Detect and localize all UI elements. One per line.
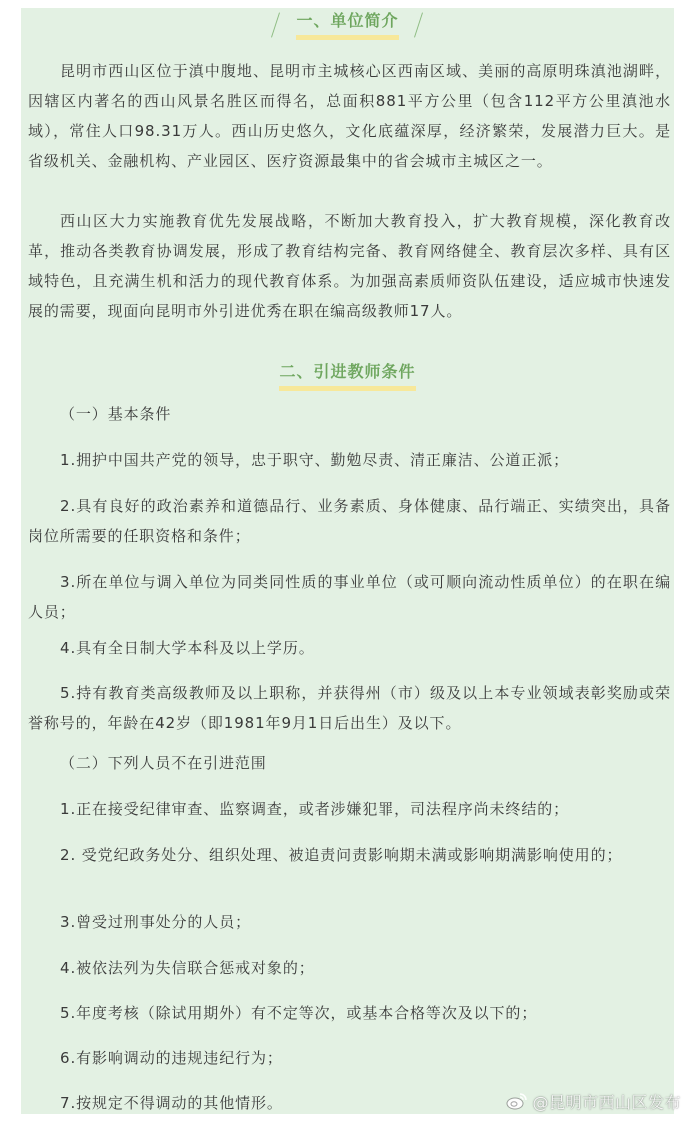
decorative-slash-icon xyxy=(275,12,277,36)
basic-condition-item: 5.持有教育类高级教师及以上职称，并获得州（市）级及以上本专业领域表彰奖励或荣誉称号的，年龄在42岁（即1981年9月1日后出生）及以下。 xyxy=(28,684,671,732)
intro-paragraph-2: 西山区大力实施教育优先发展战略，不断加大教育投入，扩大教育规模，深化教育改革，推动各类教育协调发展，形成了教育结构完备、教育网络健全、教育层次多样、具有区域特色，且充满生机和活力的现代教育体系。为加强高素质师资队伍建设，适应城市快速发展的需要，现面向昆明市外引进优秀在职在编高级教师17人。 xyxy=(28,212,671,320)
excluded-item: 4.被依法列为失信联合惩戒对象的； xyxy=(60,959,315,977)
excluded-item: 1.正在接受纪律审查、监察调查，或者涉嫌犯罪，司法程序尚未终结的； xyxy=(60,800,570,818)
excluded-item: 3.曾受过刑事处分的人员； xyxy=(60,913,252,931)
heading-underline xyxy=(279,386,415,391)
weibo-watermark xyxy=(506,1089,681,1113)
excluded-item: 7.按规定不得调动的其他情形。 xyxy=(60,1094,283,1112)
article-panel xyxy=(21,8,674,1114)
section-heading-unit-intro xyxy=(21,10,674,46)
heading-underline xyxy=(296,35,398,40)
section-title: 二、引进教师条件 xyxy=(279,362,416,381)
subheading-excluded: （二）下列人员不在引进范围 xyxy=(60,754,267,772)
basic-condition-item: 4.具有全日制大学本科及以上学历。 xyxy=(60,639,315,657)
excluded-item: 2. 受党纪政务处分、组织处理、被追责问责影响期未满或影响期满影响使用的； xyxy=(60,846,623,864)
heading-wrapper xyxy=(275,361,419,391)
basic-condition-item: 3.所在单位与调入单位为同类同性质的事业单位（或可顺向流动性质单位）的在职在编人员； xyxy=(28,573,671,621)
weibo-icon xyxy=(506,1092,528,1110)
heading-wrapper xyxy=(292,10,402,40)
section-heading-conditions xyxy=(21,361,674,397)
basic-condition-item: 1.拥护中国共产党的领导，忠于职守、勤勉尽责、清正廉洁、公道正派； xyxy=(60,451,570,469)
subheading-basic-conditions: （一）基本条件 xyxy=(60,405,172,423)
intro-paragraph-1: 昆明市西山区位于滇中腹地、昆明市主城核心区西南区域、美丽的高原明珠滇池湖畔，因辖区内著名的西山风景名胜区而得名，总面积881平方公里（包含112平方公里滇池水域），常住人口98.31万人。西山历史悠久，文化底蕴深厚，经济繁荣，发展潜力巨大。是省级机关、金融机构、产业园区、医疗资源最集中的省会城市主城区之一。 xyxy=(28,62,671,170)
watermark-text: @昆明市西山区发布 xyxy=(532,1092,681,1112)
excluded-item: 6.有影响调动的违规违纪行为； xyxy=(60,1049,283,1067)
basic-condition-item: 2.具有良好的政治素养和道德品行、业务素质、身体健康、品行端正、实绩突出，具备岗位所需要的任职资格和条件； xyxy=(28,497,671,545)
decorative-slash-icon xyxy=(418,12,420,36)
excluded-item: 5.年度考核（除试用期外）有不定等次，或基本合格等次及以下的； xyxy=(60,1004,538,1022)
section-title: 一、单位简介 xyxy=(296,11,399,30)
